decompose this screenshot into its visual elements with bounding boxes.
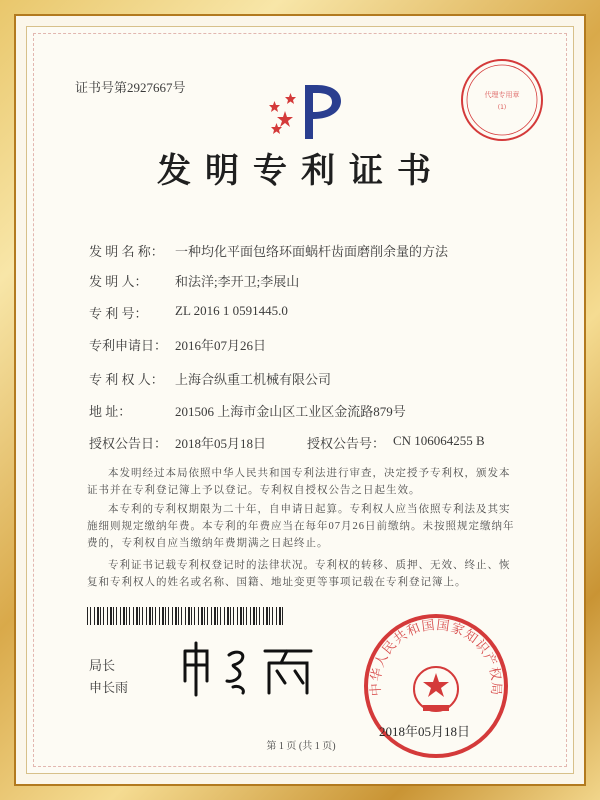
body-paragraph-2: 本专利的专利权期限为二十年，自申请日起算。专利权人应当依照专利法及其实施细则规定缴纳年费。本专利的年费应当在每年07月26日前缴纳。未按照规定缴纳年费的，专利权自应当缴纳年费期满之日起终止。	[87, 504, 515, 549]
inventors: 和法洋;李开卫;李展山	[175, 274, 300, 289]
certificate-number: 证书号第2927667号	[75, 80, 186, 95]
grant-date-label: 授权公告日：	[89, 436, 168, 451]
director-title: 局长	[89, 658, 116, 673]
grant-number: CN 106064255 B	[393, 433, 485, 448]
filing-date: 2016年07月26日	[175, 338, 267, 353]
seal-text: 中华人民共和国国家知识产权局	[368, 618, 504, 697]
patent-number: ZL 2016 1 0591445.0	[175, 303, 288, 318]
svg-text:(1): (1)	[497, 104, 507, 111]
grant-number-label: 授权公告号：	[307, 436, 386, 451]
agency-seal-icon	[459, 57, 545, 143]
invention-name-label: 发 明 名 称：	[89, 244, 164, 259]
inventors-label: 发 明 人：	[89, 274, 148, 289]
body-paragraph-1: 本发明经过本局依照中华人民共和国专利法进行审查，决定授予专利权，颁发本证书并在专利登记簿上予以登记。专利权自授权公告之日起生效。	[87, 468, 511, 496]
filing-date-label: 专利申请日：	[89, 338, 168, 353]
address-label: 地 址：	[89, 404, 132, 419]
patent-number-label: 专 利 号：	[89, 306, 148, 321]
sipo-logo-icon	[265, 75, 345, 145]
grant-date: 2018年05月18日	[175, 436, 267, 451]
barcode-icon	[87, 607, 287, 625]
handwritten-signature-icon	[177, 639, 317, 699]
director-name: 申长雨	[89, 680, 129, 695]
certificate-title: 发明专利证书	[157, 153, 445, 190]
address: 201506 上海市金山区工业区金流路879号	[175, 404, 406, 419]
patentee-label: 专 利 权 人：	[89, 372, 164, 387]
svg-text:代理专用章: 代理专用章	[484, 91, 520, 99]
body-paragraph-3: 专利证书记载专利权登记时的法律状况。专利权的转移、质押、无效、终止、恢复和专利权人的姓名或名称、国籍、地址变更等事项记载在专利登记簿上。	[87, 560, 511, 588]
page-footer: 第 1 页 (共 1 页)	[266, 741, 336, 752]
invention-name: 一种均化平面包络环面蜗杆齿面磨削余量的方法	[175, 244, 449, 259]
certificate-paper	[26, 26, 574, 774]
seal-date: 2018年05月18日	[379, 724, 471, 739]
patentee: 上海合纵重工机械有限公司	[175, 372, 332, 387]
